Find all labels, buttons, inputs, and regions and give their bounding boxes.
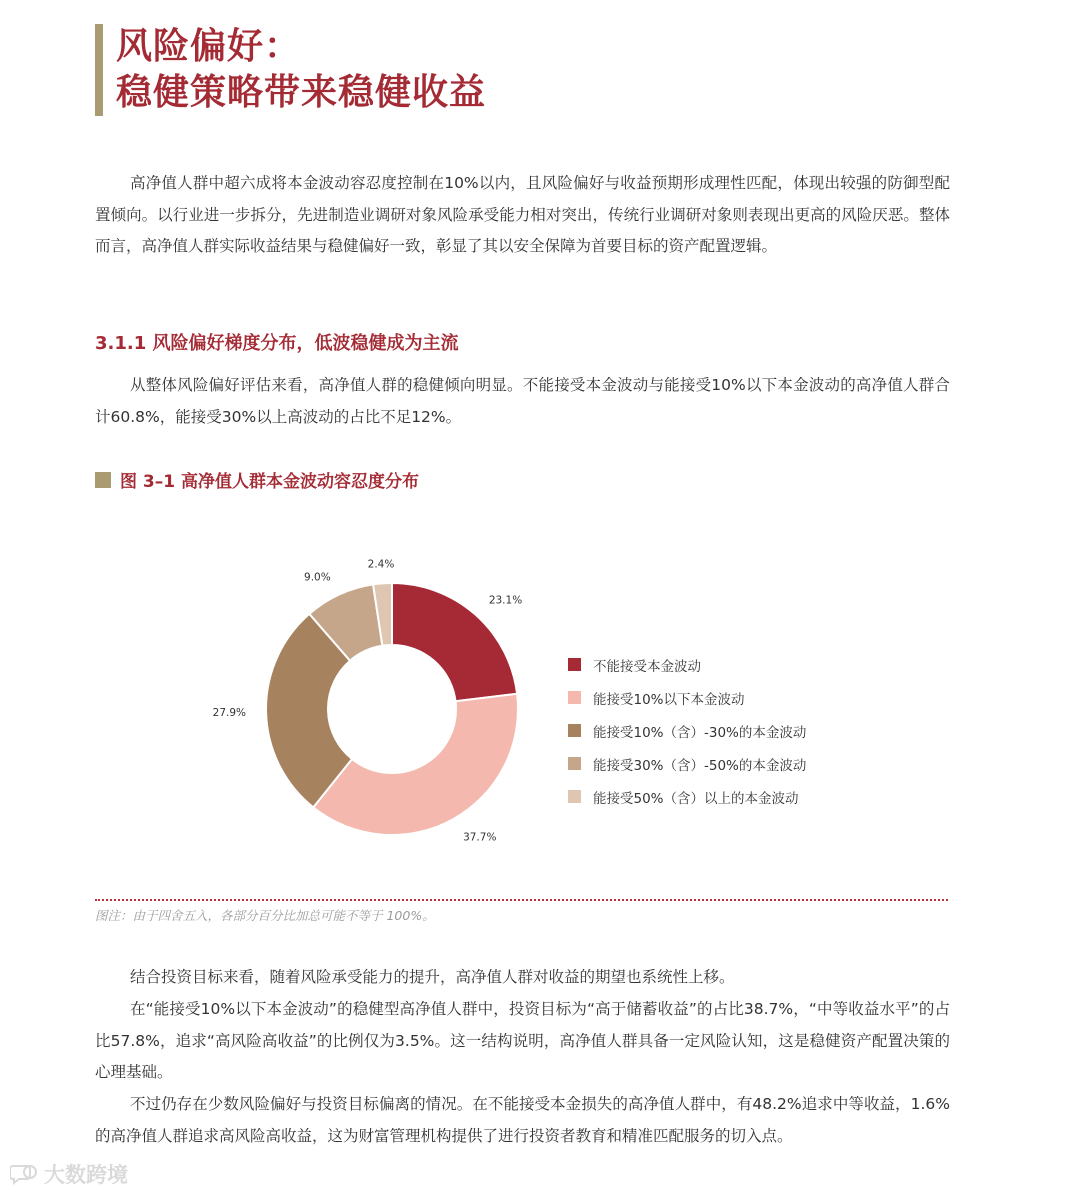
chart-legend <box>568 648 806 813</box>
chat-bubble-icon <box>10 1163 38 1185</box>
legend-item-4 <box>568 747 806 780</box>
watermark <box>10 1159 128 1189</box>
legend-swatch-4 <box>568 757 581 770</box>
legend-swatch-5 <box>568 790 581 803</box>
slice-value-label-3: 27.9% <box>212 706 247 719</box>
closing-paragraph-3: 不过仍存在少数风险偏好与投资目标偏离的情况。在不能接受本金损失的高净值人群中，有48.2%追求中等收益，1.6%的高净值人群追求高风险高收益，这为财富管理机构提供了进行投资者教育和精准匹配服务的切入点。 <box>95 1095 950 1145</box>
figure-note: 图注：由于四舍五入，各部分百分比加总可能不等于 100%。 <box>95 908 435 923</box>
closing-paragraph-1: 结合投资目标来看，随着风险承受能力的提升，高净值人群对收益的期望也系统性上移。 <box>130 968 735 986</box>
slice-value-label-1: 23.1% <box>488 594 523 607</box>
legend-item-1 <box>568 648 806 681</box>
legend-item-5 <box>568 780 806 813</box>
figure-label: 图 3–1 高净值人群本金波动容忍度分布 <box>120 472 419 492</box>
legend-item-2 <box>568 681 806 714</box>
slice-value-label-4: 9.0% <box>304 571 331 584</box>
closing-paragraph-2: 在“能接受10%以下本金波动”的稳健型高净值人群中，投资目标为“高于储蓄收益”的占比38.7%，“中等收益水平”的占比57.8%，追求“高风险高收益”的比例仅为3.5%。这一结构说明，高净值人群具备一定风险认知，这是稳健资产配置决策的心理基础。 <box>95 1000 950 1081</box>
legend-label-5: 能接受50%（含）以上的本金波动 <box>593 790 799 807</box>
slice-value-label-5: 2.4% <box>367 558 395 571</box>
legend-label-1: 不能接受本金波动 <box>593 658 701 675</box>
legend-swatch-3 <box>568 724 581 737</box>
legend-label-3: 能接受10%（含）-30%的本金波动 <box>593 724 807 741</box>
section-heading: 3.1.1 风险偏好梯度分布，低波稳健成为主流 <box>95 333 459 354</box>
legend-item-3 <box>568 714 806 747</box>
legend-swatch-1 <box>568 658 581 671</box>
watermark-text: 大数跨境 <box>44 1163 128 1187</box>
section-paragraph: 从整体风险偏好评估来看，高净值人群的稳健倾向明显。不能接受本金波动与能接受10%以下本金波动的高净值人群合计60.8%，能接受30%以上高波动的占比不足12%。 <box>95 376 950 426</box>
legend-label-4: 能接受30%（含）-50%的本金波动 <box>593 757 807 774</box>
legend-swatch-2 <box>568 691 581 704</box>
slice-value-label-2: 37.7% <box>463 831 497 844</box>
intro-paragraph: 高净值人群中超六成将本金波动容忍度控制在10%以内，且风险偏好与收益预期形成理性匹配，体现出较强的防御型配置倾向。以行业进一步拆分，先进制造业调研对象风险承受能力相对突出，传统行业调研对象则表现出更高的风险厌恶。整体而言，高净值人群实际收益结果与稳健偏好一致，彰显了其以安全保障为首要目标的资产配置逻辑。 <box>95 174 950 255</box>
title-line-2: 稳健策略带来稳健收益 <box>116 72 487 113</box>
dotted-divider <box>95 899 948 901</box>
title-line-1: 风险偏好： <box>116 26 302 67</box>
legend-label-2: 能接受10%以下本金波动 <box>593 691 745 708</box>
